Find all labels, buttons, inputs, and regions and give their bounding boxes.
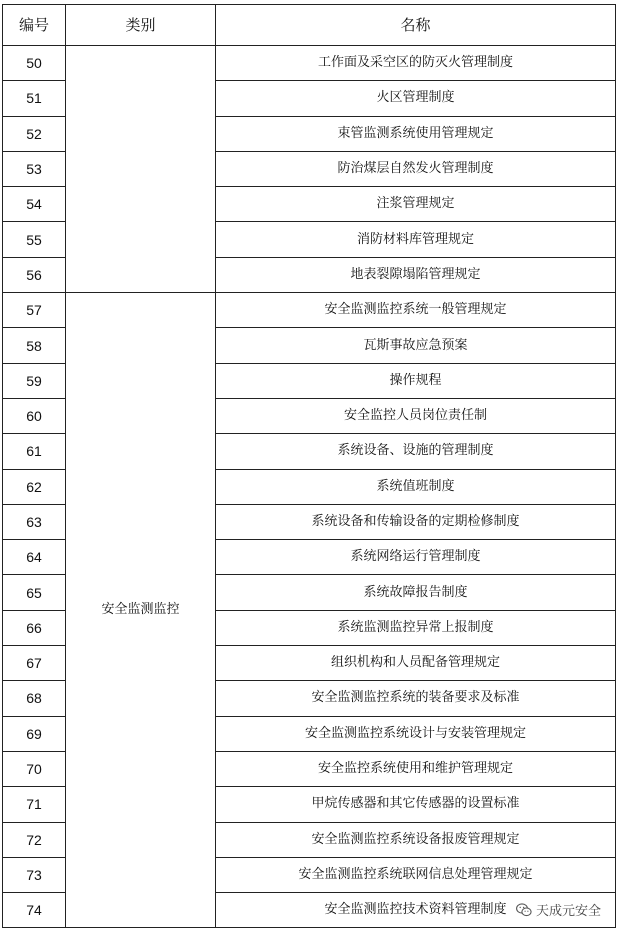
row-name: 安全监测监控系统联网信息处理管理规定 [216, 857, 616, 892]
row-name: 安全监控系统使用和维护管理规定 [216, 751, 616, 786]
table-body [3, 46, 616, 928]
row-number: 73 [3, 857, 66, 892]
row-number: 54 [3, 187, 66, 222]
table-row [3, 293, 616, 328]
row-name: 甲烷传感器和其它传感器的设置标准 [216, 787, 616, 822]
row-name: 安全监测监控系统一般管理规定 [216, 293, 616, 328]
row-number: 58 [3, 328, 66, 363]
row-name: 消防材料库管理规定 [216, 222, 616, 257]
row-name: 安全监控人员岗位责任制 [216, 398, 616, 433]
row-category [66, 46, 216, 293]
row-name: 安全监测监控技术资料管理制度 [216, 893, 616, 928]
row-number: 63 [3, 504, 66, 539]
row-name: 防治煤层自然发火管理制度 [216, 151, 616, 186]
row-name: 安全监测监控系统设计与安装管理规定 [216, 716, 616, 751]
row-name: 火区管理制度 [216, 81, 616, 116]
table-header-row [3, 5, 616, 46]
row-number: 67 [3, 646, 66, 681]
row-name: 系统设备、设施的管理制度 [216, 434, 616, 469]
watermark [514, 899, 603, 920]
row-number: 53 [3, 151, 66, 186]
row-number: 59 [3, 363, 66, 398]
row-number: 71 [3, 787, 66, 822]
row-name: 安全监测监控系统设备报废管理规定 [216, 822, 616, 857]
row-name: 系统监测监控异常上报制度 [216, 610, 616, 645]
row-name: 系统网络运行管理制度 [216, 540, 616, 575]
row-name: 系统值班制度 [216, 469, 616, 504]
row-name: 组织机构和人员配备管理规定 [216, 646, 616, 681]
wechat-icon [516, 903, 532, 917]
row-number: 62 [3, 469, 66, 504]
watermark-text: 天成元安全 [535, 904, 601, 919]
row-number: 52 [3, 116, 66, 151]
row-number: 56 [3, 257, 66, 292]
header-category: 类别 [66, 5, 216, 46]
row-name: 系统设备和传输设备的定期检修制度 [216, 504, 616, 539]
row-name: 注浆管理规定 [216, 187, 616, 222]
row-number: 70 [3, 751, 66, 786]
row-category: 安全监测监控 [66, 293, 216, 928]
header-name: 名称 [216, 5, 616, 46]
row-name: 系统故障报告制度 [216, 575, 616, 610]
row-name: 瓦斯事故应急预案 [216, 328, 616, 363]
row-number: 57 [3, 293, 66, 328]
row-number: 66 [3, 610, 66, 645]
row-name: 地表裂隙塌陷管理规定 [216, 257, 616, 292]
row-number: 55 [3, 222, 66, 257]
regulations-table [2, 4, 616, 928]
header-number: 编号 [3, 5, 66, 46]
row-number: 72 [3, 822, 66, 857]
row-name: 安全监测监控系统的装备要求及标准 [216, 681, 616, 716]
row-number: 68 [3, 681, 66, 716]
row-number: 74 [3, 893, 66, 928]
row-number: 61 [3, 434, 66, 469]
row-number: 69 [3, 716, 66, 751]
table-row [3, 46, 616, 81]
row-number: 51 [3, 81, 66, 116]
row-name: 操作规程 [216, 363, 616, 398]
row-number: 50 [3, 46, 66, 81]
row-name: 束管监测系统使用管理规定 [216, 116, 616, 151]
row-number: 64 [3, 540, 66, 575]
row-name: 工作面及采空区的防灭火管理制度 [216, 46, 616, 81]
row-number: 60 [3, 398, 66, 433]
row-number: 65 [3, 575, 66, 610]
